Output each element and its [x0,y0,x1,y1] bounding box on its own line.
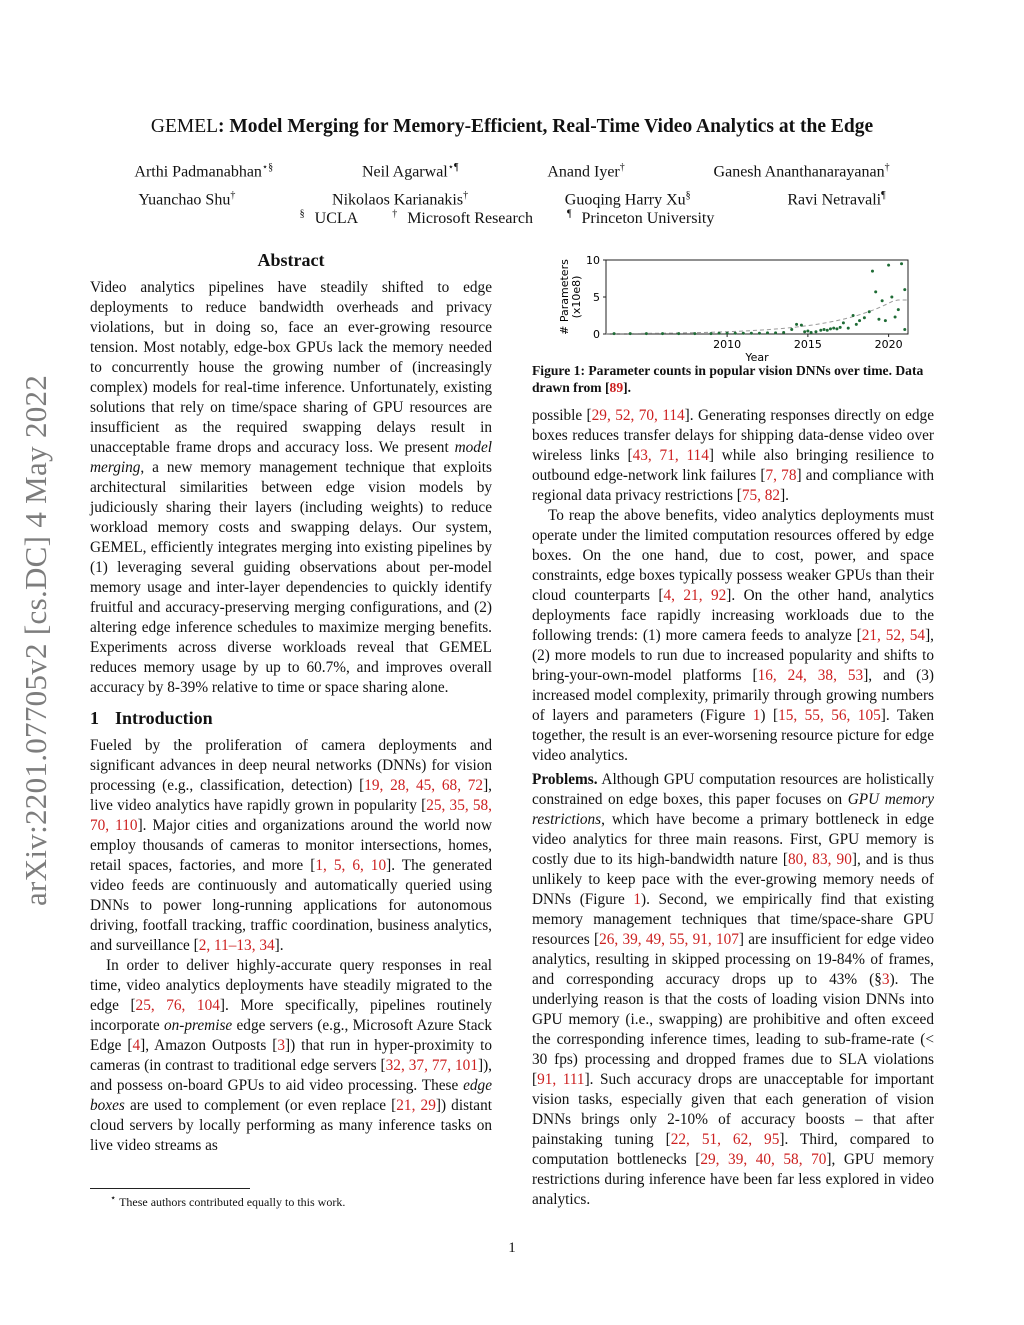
data-point [823,328,826,331]
citation-link[interactable]: 4 [132,1037,141,1054]
citation-link[interactable]: 21, 29 [396,1097,436,1114]
y-tick-label: 5 [593,291,600,304]
right-paragraph-1: possible [29, 52, 70, 114]. Generating responses directly on edge boxes reduces transfer delays for shipping data-dense video over wireless links [43, 71, 114] while also bringing resilience to outbound edge-network link failures [7, 78] and compliance with regional data privacy restrictions [75, 82]. [532,407,934,504]
arxiv-stamp: arXiv:2201.07705v2 [cs.DC] 4 May 2022 [18,374,53,906]
author: Ganesh Ananthanarayanan† [713,162,890,181]
data-point [709,332,712,335]
data-point [832,327,835,330]
citation-link[interactable]: 75, 82 [741,487,781,504]
data-point [774,331,777,334]
abstract-heading: Abstract [257,250,325,270]
data-point [894,315,897,318]
citation-link[interactable]: 43, 71, 114 [632,447,709,464]
y-axis-label: # Parameters [558,259,571,335]
citation-link[interactable]: 7, 78 [765,467,797,484]
page-number: 1 [508,1240,516,1256]
intro-paragraph-2: In order to deliver highly-accurate query responses in real time, video analytics deployments have steadily migrated to the edge [25, 76, 104]. More specifically, pipelines routinely incorporate on-premise edge servers (e.g., Microsoft Azure Stack Edge [4], Amazon Outposts [3]) that run in hyper-proximity to cameras (in contrast to traditional edge servers [32, 37, 77, 101]), and possess on-board GPUs to aid video processing. These edge boxes are used to complement (or even replace [21, 29]) distant cloud servers by locally performing as many inference tasks on live video streams as [90,957,492,1154]
data-point [852,314,855,317]
author: Arthi Padmanabhan⋆§ [134,162,274,181]
data-point [814,330,817,333]
citation-link[interactable]: 25, 35, 58, 70, 110 [90,797,493,834]
footnote-rule [90,1188,250,1189]
affiliations [90,209,934,228]
figure-caption: Figure 1: Parameter counts in popular vision DNNs over time. Data drawn from [89]. [532,363,924,395]
data-point [874,290,877,293]
data-point [903,288,906,291]
data-point [750,332,753,335]
intro-paragraph-1: Fueled by the proliferation of camera deployments and significant advances in deep neural networks (DNNs) for vision processing (e.g., classification, detection) [19, 28, 45, 68, 72], live video analytics have rapidly grown in popularity [25, 35, 58, 70, 110]. Major cities and organizations around the world now employ thousands of cameras to monitor intersections, homes, retail spaces, factories, and more [1, 5, 6, 10]. The generated video feeds are continuously and automatically queried using DNNs to power long-running applications for autonomous driving, footfall tracking, traffic coordination, business analytics, and surveillance [2, 11–13, 34]. [90,737,493,954]
data-point [742,332,745,335]
data-point [839,326,842,329]
data-point [847,327,850,330]
data-point [629,332,632,335]
y-tick-label: 10 [586,254,600,267]
citation-link[interactable]: 21, 52, 54 [861,627,926,644]
data-point [881,299,884,302]
section-ref-link[interactable]: 3 [881,971,890,988]
citation-link[interactable]: 3 [277,1037,285,1054]
x-tick-label: 2010 [713,338,742,351]
data-point [903,328,906,331]
x-tick-label: 2020 [874,338,903,351]
data-point [766,331,769,334]
plot-frame [606,260,908,334]
data-point [842,321,845,324]
citation-link[interactable]: 29, 39, 40, 58, 70 [700,1151,827,1168]
citation-link[interactable]: 25, 76, 104 [135,997,220,1014]
author-row-1 [90,157,934,183]
right-paragraph-2: To reap the above benefits, video analytics deployments must operate under the limited computation resources offered by edge boxes. On the one hand, due to cost, power, and space constraints, edge boxes typically possess weaker GPUs than their cloud counterparts [4, 21, 92]. On the other hand, analytics deployments face rapidly increasing workloads due to the following trends: (1) more camera feeds to analyze [21, 52, 54], (2) more models to run due to increased popularity and shifts to bring-your-own-model platforms [16, 24, 38, 53], and (3) increased model complexity, primarily through growing numbers of layers and parameters (Figure 1) [15, 55, 56, 105]. Taken together, the result is an ever-worsening resource picture for edge video analytics. [532,507,935,764]
citation-link[interactable]: 80, 83, 90 [788,851,852,868]
author: Ravi Netravali¶ [787,190,886,209]
figure-ref-link[interactable]: 1 [752,707,761,724]
data-point [863,316,866,319]
citation-link[interactable]: 2, 11–13, 34 [198,937,275,954]
data-point [693,332,696,335]
data-point [829,327,832,330]
y-tick-label: 0 [593,328,600,341]
author-row-2 [90,185,934,211]
data-point [855,323,858,326]
parameter-scatter-chart [530,252,936,364]
citation-link[interactable]: 89 [609,380,624,395]
figure-ref-link[interactable]: 1 [633,891,642,908]
data-point [734,332,737,335]
author: Guoqing Harry Xu§ [564,190,691,209]
data-point [887,264,890,267]
data-point [810,331,813,334]
author: Anand Iyer† [547,162,625,181]
citation-link[interactable]: 4, 21, 92 [663,587,727,604]
data-point [677,332,680,335]
affiliation: ¶ Princeton University [566,209,715,228]
data-point [661,332,664,335]
citation-link[interactable]: 1, 5, 6, 10 [315,857,387,874]
affiliation: § UCLA [299,209,359,228]
data-point [645,332,648,335]
data-point [718,332,721,335]
left-column [90,250,492,1156]
affiliation: † Microsoft Research [392,209,533,228]
citation-link[interactable]: 16, 24, 38, 53 [757,667,864,684]
data-point [826,329,829,332]
data-point [819,329,822,332]
author-list [90,157,934,214]
footnote: ⋆ These authors contributed equally to this work. [110,1193,346,1209]
author: Neil Agarwal⋆¶ [361,162,459,181]
author: Yuanchao Shu† [138,190,236,209]
citation-link[interactable]: 91, 111 [537,1071,585,1088]
data-point [782,331,785,334]
citation-link[interactable]: 29, 52, 70, 114 [591,407,685,424]
citation-link[interactable]: 15, 55, 56, 105 [778,707,881,724]
citation-link[interactable]: 26, 39, 49, 55, 91, 107 [599,931,739,948]
citation-link[interactable]: 19, 28, 45, 68, 72 [364,777,484,794]
data-point [803,330,806,333]
data-point [900,262,903,265]
data-point [897,308,900,311]
paper-title [90,116,934,138]
data-point [890,296,893,299]
citation-link[interactable]: 22, 51, 62, 95 [670,1131,780,1148]
data-point [835,327,838,330]
system-name: GEMEL [150,116,219,137]
data-point [795,323,798,326]
citation-link[interactable]: 32, 37, 77, 101 [385,1057,478,1074]
data-point [868,310,871,313]
data-point [800,324,803,327]
author: Nikolaos Karianakis† [332,190,469,209]
paragraph-lead: Problems. [532,771,598,788]
problems-paragraph: Problems. Although GPU computation resources are holistically constrained on edge boxes, this paper focuses on GPU memory restrictions, which have become a primary bottleneck in edge video analytics for three main reasons. First, GPU memory is costly due to its high-bandwidth nature [80, 83, 90], and is thus unlikely to keep pace with the ever-growing memory needs of DNNs (Figure 1). Second, we empirically find that existing memory management techniques that time/space-share GPU resources [26, 39, 49, 55, 91, 107] are insufficient for edge video analytics, resulting in skipped processing on 19-84% of frames, and corresponding accuracy drops up to 43% (§3). The underlying reason is that the costs of loading vision DNNs into GPU memory (i.e., swapping) are prohibitive and often exceed the corresponding inference times, leading to sub-frame-rate (< 30 fps) processing and dropped frames due to SLA violations [91, 111]. Such accuracy drops are unacceptable for important vision tasks, especially given that each generation of vision DNNs brings only 2-10% of accuracy boosts – that after painstaking tuning [22, 51, 62, 95]. Third, compared to computation bottlenecks [29, 39, 40, 58, 70], GPU memory restrictions during inference have been far less explored in video analytics. [532,771,934,1208]
title-text: : Model Merging for Memory-Efficient, Real-Time Video Analytics at the Edge [218,116,874,137]
x-axis-label: Year [745,351,769,364]
abstract-text: Video analytics pipelines have steadily shifted to edge deployments to reduce bandwidth overheads and privacy violations, but in doing so, face an ever-growing resource tension. Most notably, edge-box GPUs lack the memory needed to concurrently house the growing number of (increasingly complex) models for real-time inference. Unfortunately, existing solutions that rely on time/space sharing of GPU resources are insufficient as the required swapping delays result in unacceptable frame drops and accuracy loss. We present model merging, a new memory management technique that exploits architectural similarities between edge vision models by judiciously sharing their layers (including weights) to reduce workload memory costs and swapping delays. Our system, GEMEL, efficiently integrates merging into existing pipelines by (1) leveraging several guiding observations about per-model memory usage and inter-layer dependencies to quickly identify fruitful and accuracy-preserving merging configurations, and (2) altering edge inference schedules to maximize merging benefits. Experiments across diverse workloads reveal that GEMEL reduces memory usage by up to 60.7%, and improves overall accuracy by 8-39% relative to time or space sharing alone. [90,279,492,696]
x-tick-label: 2015 [793,338,822,351]
data-point [613,332,616,335]
data-point [806,330,809,333]
trend-line [606,300,908,334]
right-column [532,406,934,1210]
data-point [877,318,880,321]
data-point [790,328,793,331]
data-point [858,319,861,322]
data-point [884,319,887,322]
y-axis-label-unit: (x10e8) [570,275,583,319]
section-heading-introduction: 1 Introduction [90,708,213,728]
data-point [871,270,874,273]
data-point [758,332,761,335]
